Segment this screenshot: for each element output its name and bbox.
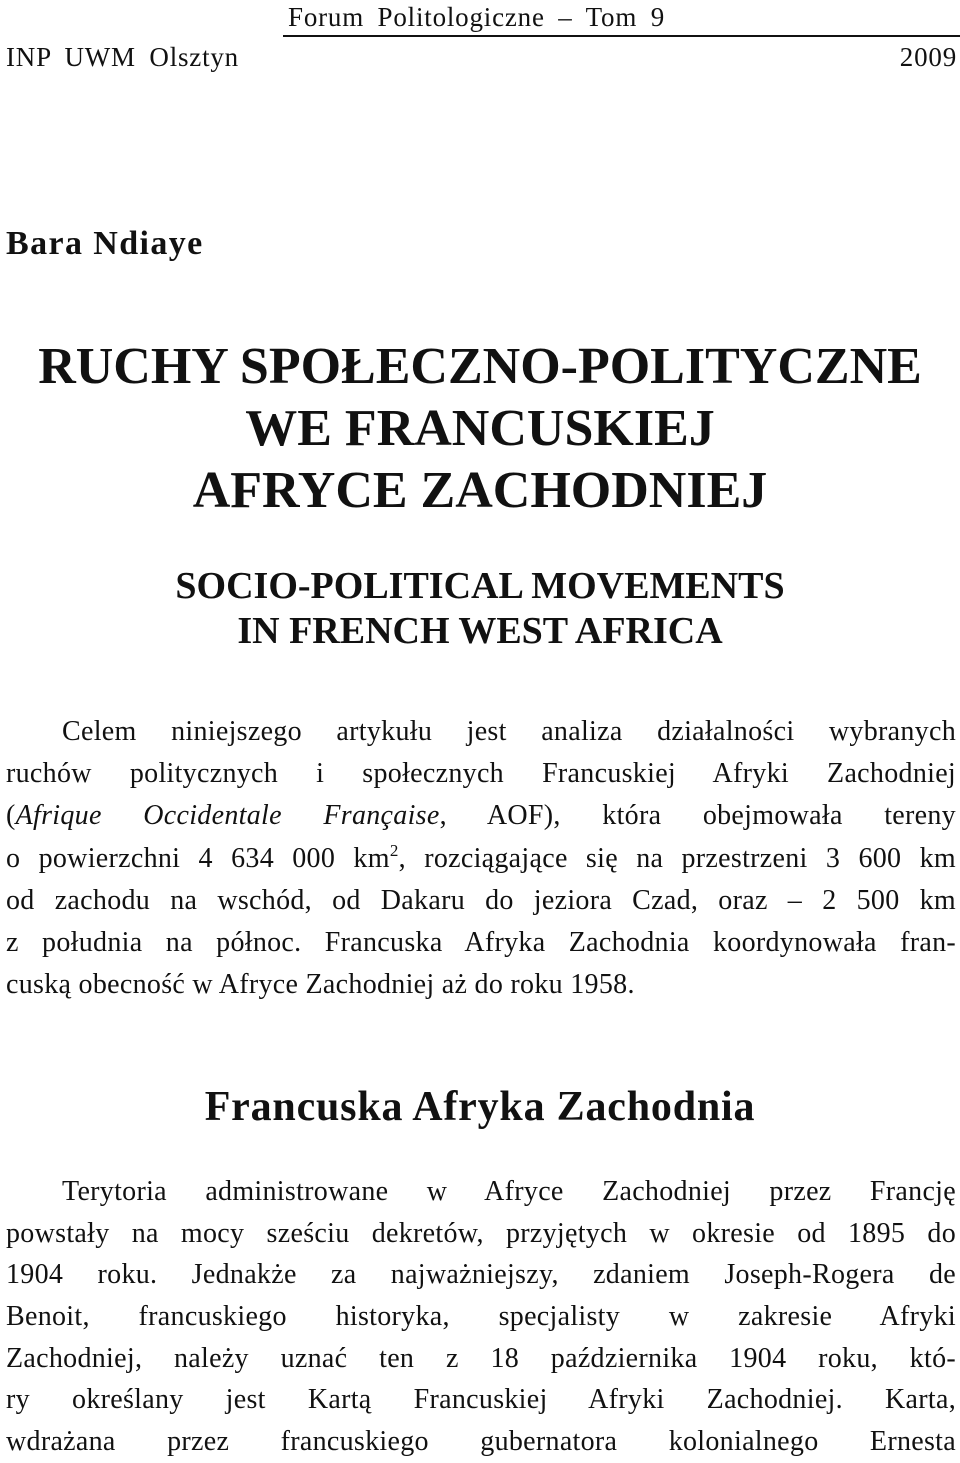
publisher: INP UWM Olsztyn [6,42,239,72]
abstract-line: cuską obecność w Afryce Zachodniej aż do roku 1958. [6,969,635,1001]
body-line: powstały na mocy sześciu dekretów, przyjętych w okresie od 1895 do [6,1217,956,1249]
body-line: Zachodniej, należy uznać ten z 18 października 1904 roku, któ- [6,1342,956,1374]
publication-year: 2009 [899,42,957,72]
header-rule [283,35,960,37]
journal-title: Forum Politologiczne – Tom 9 [288,2,666,32]
body-line: wdrażana przez francuskiego gubernatora kolonialnego Ernesta [6,1426,956,1458]
author-name: Bara Ndiaye [6,225,204,262]
abstract-italic-text: Afrique Occidentale Française [15,800,440,832]
abstract-text: ( [6,800,16,832]
abstract [6,711,956,1006]
abstract-line: ruchów politycznych i społecznych Francuskiej Afryki Zachodniej [6,758,956,790]
abstract-line: od zachodu na wschód, od Dakaru do jeziora Czad, oraz – 2 500 km [6,884,956,916]
title-en-line: IN FRENCH WEST AFRICA [237,610,723,652]
title-pl-line: AFRYCE ZACHODNIEJ [192,462,768,519]
body-line: 1904 roku. Jednakże za najważniejszy, zdaniem Joseph-Rogera de [6,1259,956,1291]
body-line: Benoit, francuskiego historyka, specjalisty w zakresie Afryki [6,1301,956,1333]
section-heading: Francuska Afryka Zachodnia [204,1084,756,1130]
abstract-text: , AOF), która obejmowała tereny [439,800,956,832]
superscript: 2 [389,840,399,860]
title-en-line: SOCIO-POLITICAL MOVEMENTS [175,565,785,607]
title-pl-line: WE FRANCUSKIEJ [245,400,715,457]
abstract-line [6,838,956,880]
abstract-line [6,795,956,837]
body-line: Terytoria administrowane w Afryce Zachodniej przez Francję [62,1176,956,1207]
abstract-text: , rozciągające się na przestrzeni 3 600 km [398,842,956,874]
body-line: ry określany jest Kartą Francuskiej Afryki Zachodniej. Karta, [6,1384,956,1416]
abstract-line: Celem niniejszego artykułu jest analiza działalności wybranych [62,716,956,747]
abstract-line: z południa na północ. Francuska Afryka Zachodnia koordynowała fran- [6,926,956,958]
title-pl-line: RUCHY SPOŁECZNO-POLITYCZNE [38,338,922,395]
abstract-text: o powierzchni 4 634 000 km [6,842,390,874]
article-title-en [0,564,960,654]
body-paragraph [6,1171,956,1463]
article-title-pl [0,336,960,522]
